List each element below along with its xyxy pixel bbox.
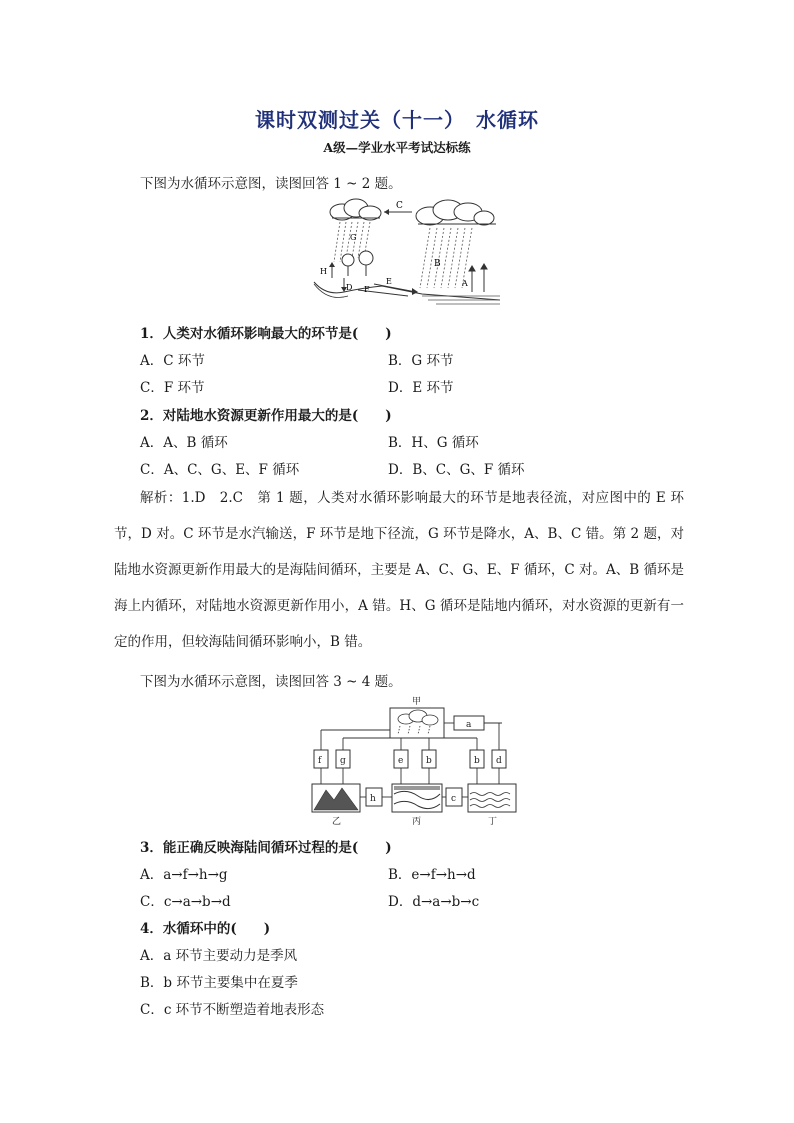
- water-cycle-figure-2: [306, 694, 528, 828]
- q2-option-c: C．A、C、G、E、F 循环: [140, 462, 300, 478]
- evaporation-arrows: [469, 264, 487, 292]
- fig2-label-b2: b: [474, 756, 480, 766]
- q4-option-a: A．a 环节主要动力是季风: [140, 948, 298, 964]
- question-2-stem: 2．对陆地水资源更新作用最大的是( ): [140, 408, 392, 424]
- box-ding: [468, 784, 516, 812]
- q4-option-b: B．b 环节主要集中在夏季: [140, 975, 298, 991]
- fig2-label-f: f: [318, 756, 322, 766]
- q2-option-d: D．B、C、G、F 循环: [388, 462, 525, 478]
- fig2-label-bing: 丙: [412, 817, 422, 827]
- fig2-label-h: h: [370, 794, 376, 804]
- water-cycle-figure-1: [312, 196, 502, 311]
- analysis-paragraph: 解析：1.D 2.C 第 1 题，人类对水循环影响最大的环节是地表径流，对应图中的 E 环节，D 对。C 环节是水汽输送，F 环节是地下径流，G 环节是降水，A、B、C 错。第 2 题，对陆地水资源更新作用最大的是海陆间循环，主要是 A、C、G、E、F 循环，C 对。A、B 循环是海上内循环，对陆地水资源更新作用小，A 错。H、G 循环是陆地内循环，对水资源的更新有一定的作用，但较海陆间循环影响小，B 错。: [114, 490, 684, 650]
- fig1-label-g: G: [350, 233, 357, 242]
- section1-intro: 下图为水循环示意图，读图回答 1 ~ 2 题。: [140, 176, 402, 192]
- q1-option-d: D．E 环节: [388, 380, 454, 396]
- question-3-stem: 3．能正确反映海陆间循环过程的是( ): [140, 840, 392, 856]
- right-cloud: [416, 200, 496, 225]
- section2-intro: 下图为水循环示意图，读图回答 3 ~ 4 题。: [140, 674, 402, 690]
- fig2-label-g: g: [340, 756, 346, 766]
- fig2-label-d: d: [496, 756, 502, 766]
- question-1-stem: 1．人类对水循环影响最大的环节是( ): [140, 326, 392, 342]
- fig1-label-h: H: [320, 267, 327, 276]
- fig1-label-f: F: [364, 285, 370, 294]
- fig2-label-b1: b: [426, 756, 432, 766]
- fig2-label-e: e: [398, 756, 404, 766]
- fig2-label-jia: 甲: [412, 697, 422, 707]
- fig2-label-ding: 丁: [488, 817, 498, 827]
- fig2-label-yi: 乙: [332, 817, 342, 827]
- q1-option-b: B．G 环节: [388, 353, 454, 369]
- left-cloud: [330, 199, 381, 220]
- q1-option-c: C．F 环节: [140, 380, 205, 396]
- q4-option-c: C．c 环节不断塑造着地表形态: [140, 1002, 325, 1018]
- q1-option-a: A．C 环节: [140, 353, 205, 369]
- q3-option-a: A．a→f→h→g: [140, 867, 228, 883]
- q3-option-d: D．d→a→b→c: [388, 894, 480, 910]
- fig2-label-a: a: [466, 720, 472, 730]
- q2-option-a: A．A、B 循环: [140, 435, 228, 451]
- trees: [342, 251, 373, 276]
- fig1-label-e: E: [386, 277, 392, 286]
- q3-option-b: B．e→f→h→d: [388, 867, 476, 883]
- page-title: 课时双测过关（十一） 水循环: [255, 108, 539, 132]
- fig1-label-d: D: [346, 283, 353, 292]
- q2-option-b: B．H、G 循环: [388, 435, 479, 451]
- fig1-label-b: B: [434, 259, 441, 269]
- q3-option-c: C．c→a→b→d: [140, 894, 231, 910]
- question-4-stem: 4．水循环中的( ): [140, 921, 271, 937]
- fig2-label-c: c: [451, 794, 457, 804]
- fig1-label-a: A: [462, 279, 468, 288]
- fig1-label-c: C: [396, 201, 403, 211]
- page-subtitle: A级—学业水平考试达标练: [323, 140, 471, 155]
